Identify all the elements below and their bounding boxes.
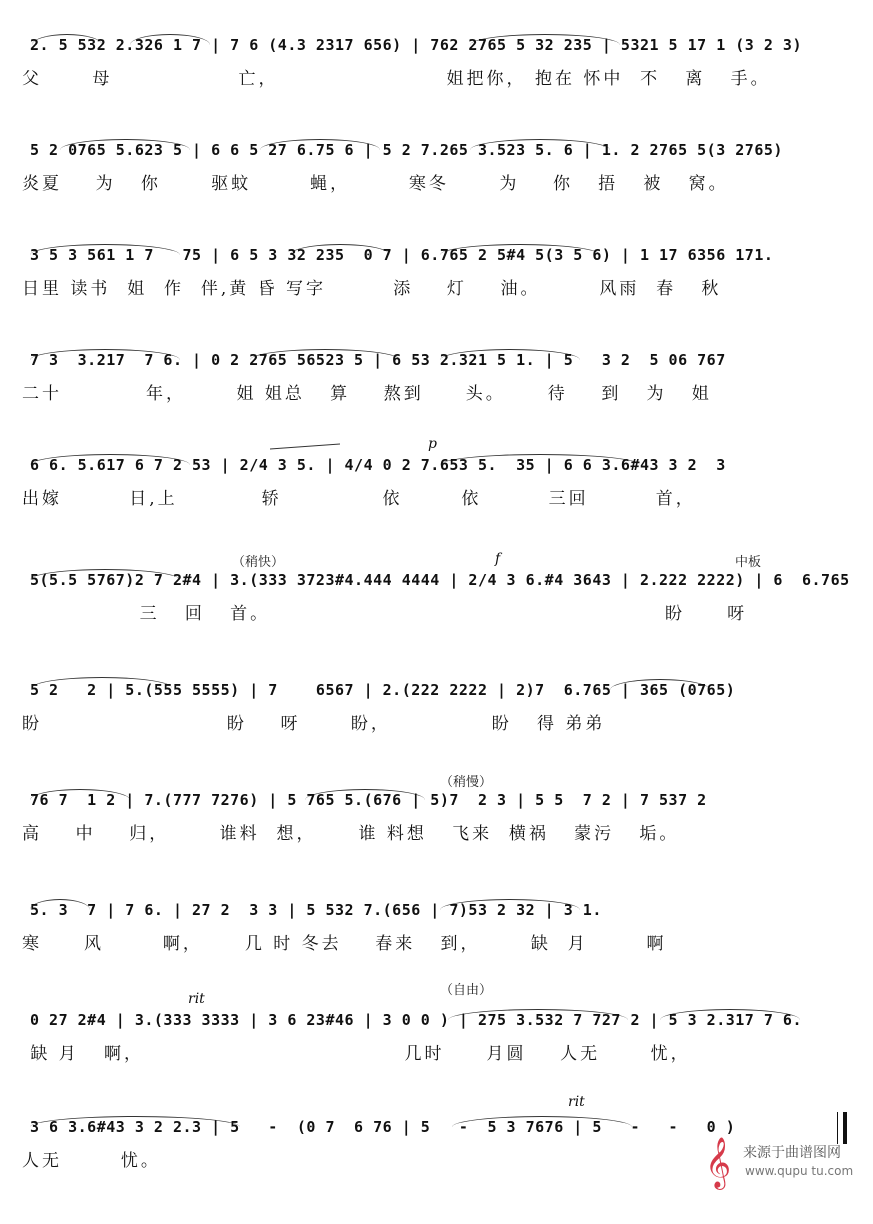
notation-line: 2. 5 532 2.326 1 7 | 7 6 (4.3 2317 656) | 762 2765 5 32 235 | 5321 5 17 1 (3 2 3) xyxy=(30,36,802,54)
score-system-10 xyxy=(0,983,873,1117)
lyric-line: 二十 年， 姐 姐总 算 熬到 头。 待 到 为 姐 xyxy=(22,384,712,404)
lyric-line: 父 母 亡， 姐把你， 抱在 怀中 不 离 手。 xyxy=(22,69,771,89)
tempo-marking: （自由） xyxy=(440,983,493,998)
lyric-line: 日里 读书 姐 作 伴,黄 昏 写字 添 灯 油。 风雨 春 秋 xyxy=(22,279,722,299)
dynamic-mark: rit xyxy=(568,1094,585,1110)
notation-line: 5(5.5 5767)2 7 2#4 | 3.(333 3723#4.444 4444 | 2/4 3 6.#4 3643 | 2.222 2222) | 6 6.765 xyxy=(30,571,850,589)
notation-line: 0 27 2#4 | 3.(333 3333 | 3 6 23#46 | 3 0 0 ) | 275 3.532 7 727 2 | 5 3 2.317 7 6. xyxy=(30,1011,802,1029)
score-system-9 xyxy=(0,895,873,1007)
tempo-marking: （稍快） xyxy=(232,555,285,570)
lyric-line: 盼 盼 呀 盼， 盼 得 弟弟 xyxy=(22,714,606,734)
notation-line: 3 5 3 561 1 7 75 | 6 5 3 32 235 0 7 | 6.765 2 5#4 5(3 5 6) | 1 17 6356 171. xyxy=(30,246,774,264)
score-system-7 xyxy=(0,675,873,787)
tempo-marking: （稍慢） xyxy=(440,775,493,790)
lyric-line: 出嫁 日,上 轿 依 依 三回 首， xyxy=(22,489,696,509)
notation-line: 5 2 2 | 5.(555 5555) | 7 6567 | 2.(222 2222 | 2)7 6.765 | 365 (0765) xyxy=(30,681,736,699)
score-system-3 xyxy=(0,240,873,352)
score-system-5 xyxy=(0,436,873,562)
dynamic-mark: f xyxy=(495,551,501,567)
tempo-marking: 中板 xyxy=(735,555,762,570)
score-system-6 xyxy=(0,551,873,677)
lyric-line: 三 回 首。 盼 呀 xyxy=(22,604,748,624)
site-watermark xyxy=(705,1134,865,1194)
lyric-line: 人无 忧。 xyxy=(22,1151,161,1171)
lyric-line: 缺 月 啊， 几时 月圆 人无 忧， xyxy=(22,1044,691,1064)
treble-clef-icon: 𝄞 xyxy=(705,1137,732,1188)
notation-line: 76 7 1 2 | 7.(777 7276) | 5 765 5.(676 | 5)7 2 3 | 5 5 7 2 | 7 537 2 xyxy=(30,791,707,809)
lyric-line: 高 中 归， 谁料 想， 谁 料想 飞来 横祸 蒙污 垢。 xyxy=(22,824,680,844)
watermark-site-name: 来源于曲谱图网 xyxy=(743,1145,841,1161)
notation-line: 5 2 0765 5.623 5 | 6 6 5 27 6.75 6 | 5 2 7.265 3.523 5. 6 | 1. 2 2765 5(3 2765) xyxy=(30,141,783,159)
watermark-url: www.qupu tu.com xyxy=(745,1164,854,1178)
lyric-line: 寒 风 啊， 几 时 冬去 春来 到， 缺 月 啊 xyxy=(22,934,667,954)
dynamic-mark: rit xyxy=(188,991,205,1007)
notation-line: 5. 3 7 | 7 6. | 27 2 3 3 | 5 532 7.(656 | 7)53 2 32 | 3 1. xyxy=(30,901,602,919)
score-system-1 xyxy=(0,30,873,142)
notation-line: 7 3 3.217 7 6. | 0 2 2765 56523 5 | 6 53 2.321 5 1. | 5 3 2 5 06 767 xyxy=(30,351,726,369)
notation-line: 3 6 3.6#43 3 2 2.3 | 5 - (0 7 6 76 | 5 - 5 3 7676 | 5 - - 0 ) xyxy=(30,1118,736,1136)
lyric-line: 炎夏 为 你 驱蚊 蝇， 寒冬 为 你 捂 被 窝。 xyxy=(22,174,729,194)
score-system-2 xyxy=(0,135,873,247)
score-system-8 xyxy=(0,775,873,897)
dynamic-mark: p xyxy=(428,436,437,452)
notation-line: 6 6. 5.617 6 7 2 53 | 2/4 3 5. | 4/4 0 2 7.653 5. 35 | 6 6 3.6#43 3 2 3 xyxy=(30,456,726,474)
